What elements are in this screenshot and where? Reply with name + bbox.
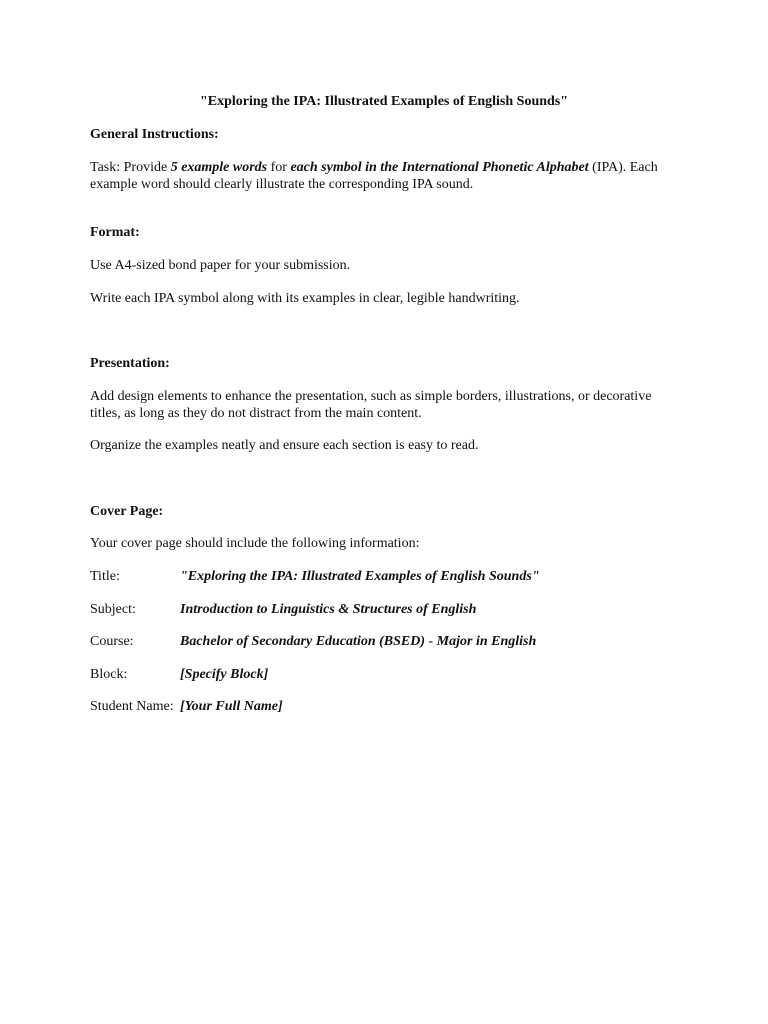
field-label: Block: — [90, 667, 128, 682]
field-label: Subject: — [90, 602, 136, 617]
task-emphasis-scope: each symbol in the International Phonetic Alphabet — [290, 160, 589, 175]
field-label: Title: — [90, 569, 120, 584]
task-text-2: for — [267, 160, 291, 175]
field-value: [Specify Block] — [180, 667, 269, 682]
task-text-1: Task: Provide — [90, 160, 171, 175]
format-line-handwriting: Write each IPA symbol along with its examples in clear, legible handwriting. — [90, 291, 520, 306]
field-label: Student Name: — [90, 699, 174, 714]
field-label: Course: — [90, 634, 134, 649]
presentation-line-organize: Organize the examples neatly and ensure each section is easy to read. — [90, 438, 479, 453]
format-heading: Format: — [90, 225, 140, 240]
task-emphasis-count: 5 example words — [170, 160, 268, 175]
general-instructions-heading: General Instructions: — [90, 127, 219, 142]
field-value: [Your Full Name] — [180, 699, 283, 714]
task-text-3: (IPA). Each example word should clearly illustrate the corresponding IPA sound. — [90, 160, 658, 192]
cover-page-intro: Your cover page should include the following information: — [90, 536, 420, 551]
presentation-line-design: Add design elements to enhance the presentation, such as simple borders, illustrations, or decorative titles, as long as they do not distract from the main content. — [90, 389, 652, 421]
presentation-heading: Presentation: — [90, 356, 170, 371]
format-line-paper: Use A4-sized bond paper for your submission. — [90, 258, 351, 273]
document-title: "Exploring the IPA: Illustrated Examples of English Sounds" — [199, 94, 569, 109]
task-paragraph — [90, 159, 680, 193]
field-value: "Exploring the IPA: Illustrated Examples of English Sounds" — [180, 569, 540, 584]
field-value: Bachelor of Secondary Education (BSED) - Major in English — [180, 634, 537, 649]
field-value: Introduction to Linguistics & Structures of English — [180, 602, 477, 617]
cover-page-heading: Cover Page: — [90, 504, 164, 519]
